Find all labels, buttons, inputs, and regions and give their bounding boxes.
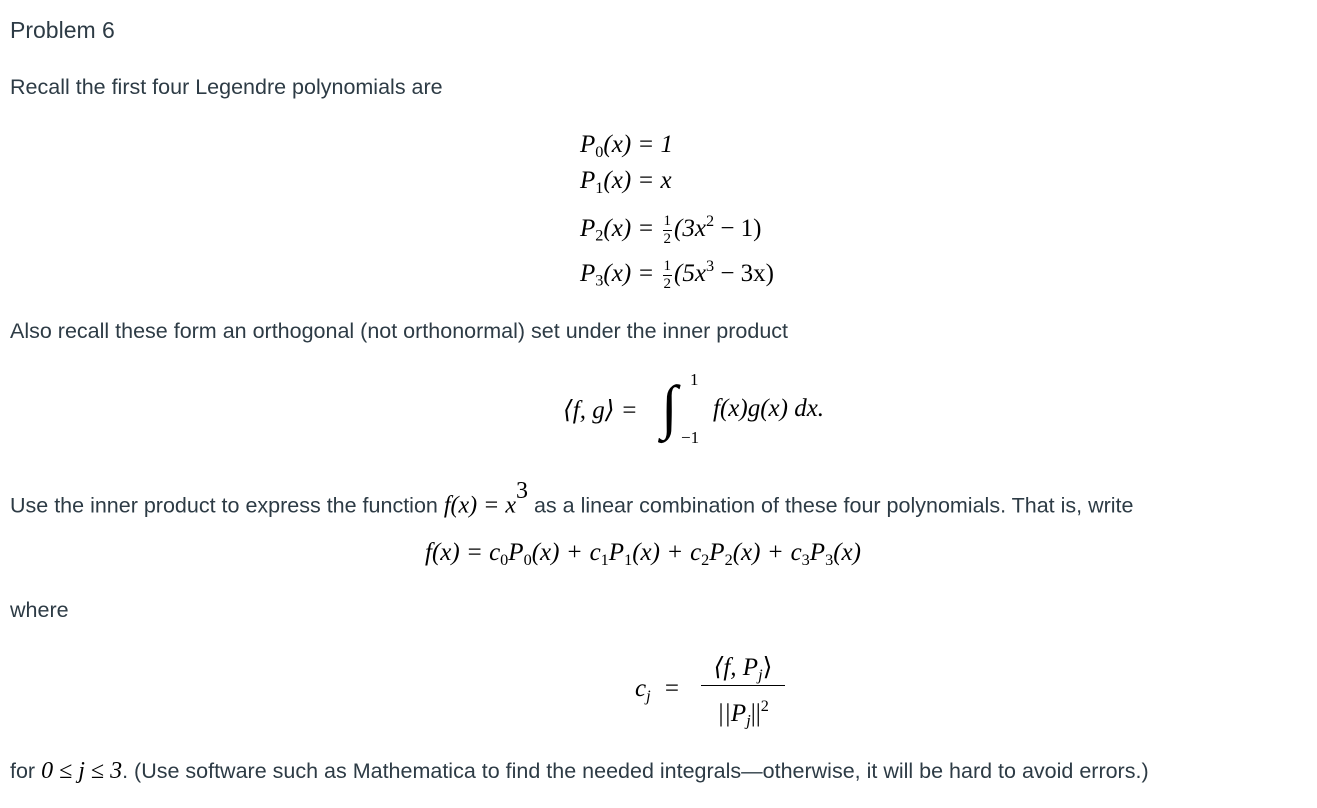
p0-expression: (x) = 1 (603, 131, 674, 158)
cj-fraction (701, 650, 785, 730)
p3-power: 3 (705, 257, 715, 275)
p2-expression: (x) = (603, 214, 655, 242)
combination-lead: f(x) = c (425, 539, 501, 566)
legendre-p2 (580, 206, 762, 247)
c0-subscript: 0 (500, 550, 509, 569)
p3-subscript: 3 (595, 271, 604, 290)
instruction-math-f: f(x) = x (443, 492, 516, 519)
footer-math: 0 ≤ j ≤ 3 (41, 758, 123, 784)
p3-term-subscript: 3 (825, 550, 834, 569)
p2-rest: (3x (674, 214, 706, 242)
integral-lower-limit: −1 (681, 428, 700, 447)
p1-subscript: 1 (595, 178, 604, 197)
cj-numerator (701, 650, 785, 686)
cj-subscript: j (646, 686, 651, 705)
problem-title: Problem 6 (10, 17, 115, 43)
legendre-p3 (580, 251, 775, 292)
p2-power: 2 (705, 212, 715, 230)
p3-symbol: P (580, 259, 596, 287)
cj-denominator-text: ||P (717, 699, 747, 727)
c3-subscript: 3 (801, 550, 810, 569)
p0-term-subscript: 0 (523, 550, 532, 569)
p2-fraction (663, 214, 673, 247)
p3-expression: (x) = (603, 259, 655, 287)
p3-frac-num: 1 (663, 257, 672, 274)
intro-text: Recall the first four Legendre polynomials are (10, 75, 443, 99)
footer-before: for (10, 759, 42, 783)
integral-upper-limit: 1 (690, 370, 699, 389)
p0-symbol: P (580, 131, 596, 158)
p3-rest: (5x (674, 259, 706, 287)
cj-numerator-text: ⟨f, P (713, 654, 759, 681)
cj-denominator-close: || (750, 699, 761, 727)
c1-subscript: 1 (600, 550, 609, 569)
cj-denominator (701, 686, 785, 730)
p2-term-subscript: 2 (724, 550, 733, 569)
cj-denominator-power: 2 (760, 697, 769, 715)
instruction-after: as a linear combination of these four polynomials. That is, write (528, 493, 1134, 518)
cj-numerator-sub: j (758, 665, 763, 684)
p2-frac-num: 1 (663, 212, 672, 229)
p1-expression: (x) = x (603, 167, 672, 194)
cj-denominator-sub: j (746, 711, 751, 730)
p2-symbol: P (580, 214, 596, 242)
p3-frac-den: 2 (663, 275, 672, 292)
inner-product-rhs: f(x)g(x) dx. (713, 395, 825, 422)
cj-equals: = (664, 675, 679, 702)
instruction-before: Use the inner product to express the function (10, 493, 444, 518)
p3-tail: − 3x) (714, 259, 775, 287)
cj-numerator-close: ⟩ (762, 654, 773, 681)
p3-fraction (663, 259, 673, 292)
c2-subscript: 2 (701, 550, 710, 569)
instruction-text (10, 477, 1134, 519)
p2-frac-den: 2 (663, 230, 672, 247)
p1-term-subscript: 1 (624, 550, 633, 569)
p2-tail: − 1) (714, 214, 762, 242)
p1-symbol: P (580, 167, 596, 194)
orthogonal-text: Also recall these form an orthogonal (not orthonormal) set under the inner product (10, 319, 789, 343)
linear-combination-formula: $f(x) = c_0P_0(x) + c_1P_1(x) + c_2P_2(x) + c_3P_3(x)$ (425, 539, 861, 569)
inner-product-lhs: ⟨f, g⟩ = (563, 397, 638, 424)
legendre-p0 (580, 130, 673, 160)
legendre-p1 (580, 166, 672, 196)
footer-after: . (Use software such as Mathematica to find the needed integrals—otherwise, it will be hard to avoid errors.) (122, 759, 1149, 783)
where-text: where (10, 598, 69, 622)
p2-subscript: 2 (595, 226, 604, 245)
cj-symbol: c (635, 675, 647, 702)
cj-lhs (635, 675, 687, 706)
p0-subscript: 0 (595, 142, 604, 161)
integral-sign: ∫ (661, 374, 678, 440)
footer-text (10, 757, 1149, 785)
instruction-math-power: 3 (516, 478, 528, 504)
